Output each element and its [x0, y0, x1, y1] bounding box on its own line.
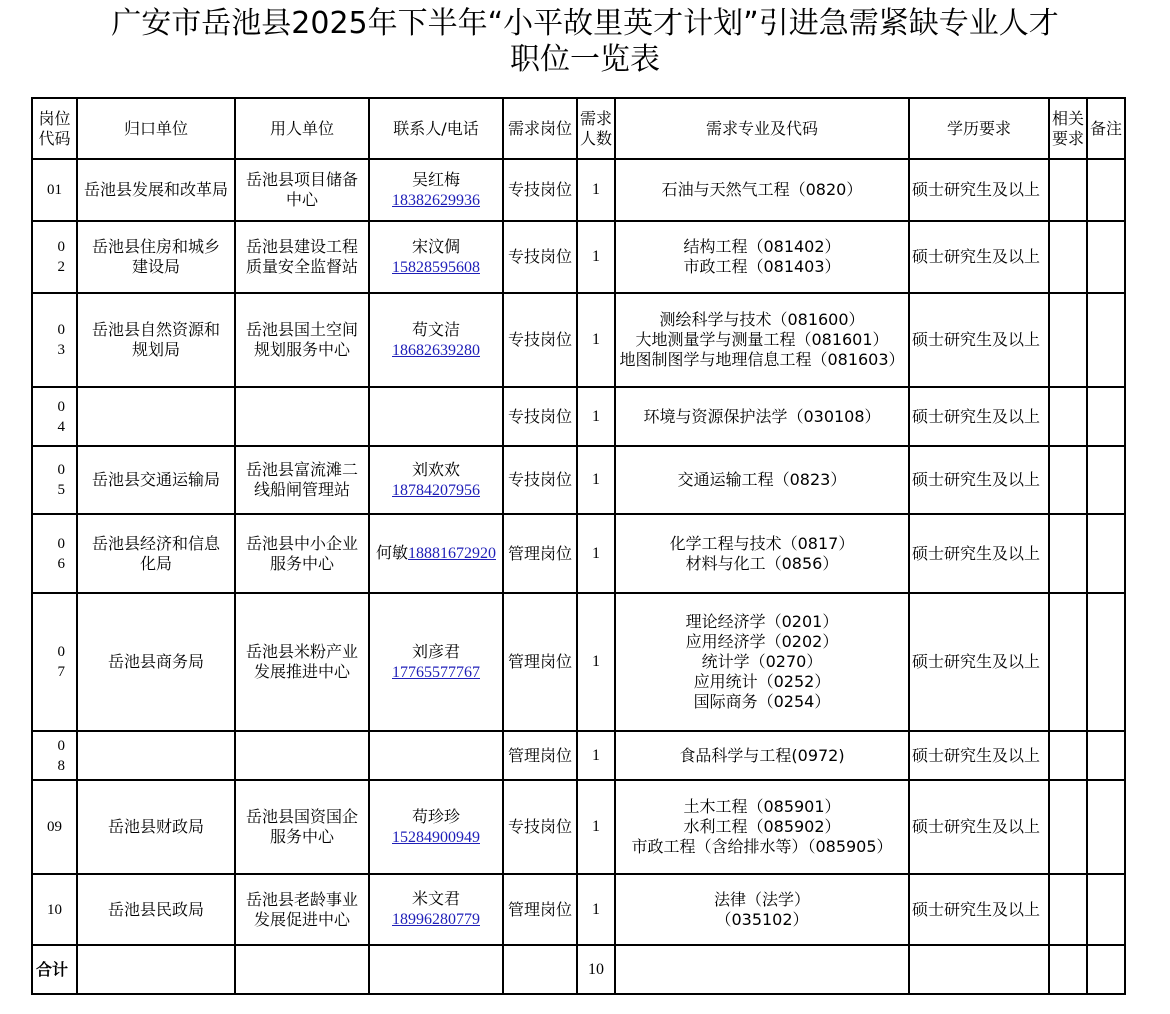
department: [77, 731, 235, 780]
contact-name: 宋汶倜: [411, 236, 460, 256]
department-line: 岳池县发展和改革局: [83, 180, 228, 199]
majors: [615, 446, 909, 514]
contact: [369, 780, 503, 874]
major-line: 水利工程（085902）: [683, 817, 841, 836]
department-line: 岳池县财政局: [107, 817, 204, 836]
post-type: 专技岗位: [503, 387, 577, 446]
post-type: 专技岗位: [503, 293, 577, 387]
department-line: 化局: [139, 553, 172, 573]
position-code-text: 08: [57, 737, 65, 774]
headcount: 1: [577, 221, 615, 293]
contact-name: 米文君: [411, 889, 460, 908]
education: 硕士研究生及以上: [909, 731, 1049, 780]
empty-cell: [1087, 945, 1125, 994]
header-employer: 用人单位: [235, 98, 369, 159]
position-code: [32, 159, 77, 221]
table-row: [32, 593, 1125, 731]
employer-line: 线船闸管理站: [253, 480, 350, 499]
education: 硕士研究生及以上: [909, 514, 1049, 593]
contact: [369, 874, 503, 945]
employer-line: 岳池县老龄事业: [245, 889, 358, 909]
contact: [369, 593, 503, 731]
header-related: 相关 要求: [1049, 98, 1087, 159]
majors: [615, 387, 909, 446]
headcount: 1: [577, 593, 615, 731]
employer: [235, 593, 369, 731]
header-majors: 需求专业及代码: [615, 98, 909, 159]
empty-cell: [77, 945, 235, 994]
education: 硕士研究生及以上: [909, 387, 1049, 446]
contact: [369, 387, 503, 446]
table-row: [32, 780, 1125, 874]
employer-line: 岳池县项目储备: [245, 170, 358, 189]
total-row: [32, 945, 1125, 994]
position-code-text: 03: [57, 322, 65, 358]
headcount: 1: [577, 874, 615, 945]
employer-line: 岳池县建设工程: [245, 237, 358, 256]
header-remark: 备注: [1087, 98, 1125, 159]
position-code: [32, 874, 77, 945]
employer: [235, 293, 369, 387]
major-line: 环境与资源保护法学（030108）: [643, 406, 881, 426]
header-education: 学历要求: [909, 98, 1049, 159]
headcount: 1: [577, 514, 615, 593]
majors: [615, 293, 909, 387]
employer: [235, 221, 369, 293]
department: [77, 221, 235, 293]
employer-line: 发展推进中心: [253, 662, 350, 681]
header-dept: 归口单位: [77, 98, 235, 159]
remark: [1087, 221, 1125, 293]
contact-name: 何敏: [375, 543, 408, 562]
employer-line: 服务中心: [269, 827, 334, 846]
related-requirement: [1049, 387, 1087, 446]
employer: [235, 874, 369, 945]
contact-name: 吴红梅: [411, 169, 460, 189]
table-row: [32, 514, 1125, 593]
empty-cell: [235, 945, 369, 994]
position-code-stack: [40, 642, 70, 682]
post-type: 管理岗位: [503, 593, 577, 731]
employer-line: 岳池县中小企业: [245, 533, 358, 553]
major-line: 理论经济学（0201）: [685, 612, 839, 631]
major-line: 材料与化工（0856）: [685, 553, 839, 573]
position-code-stack: [40, 237, 70, 277]
employer-line: 中心: [285, 190, 318, 209]
position-code: [32, 731, 77, 780]
education: 硕士研究生及以上: [909, 874, 1049, 945]
table-row: [32, 159, 1125, 221]
post-type: 管理岗位: [503, 874, 577, 945]
education: 硕士研究生及以上: [909, 159, 1049, 221]
position-code-text: 01: [47, 182, 62, 198]
post-type: 专技岗位: [503, 221, 577, 293]
headcount: 1: [577, 159, 615, 221]
major-line: 大地测量学与测量工程（081601）: [635, 330, 889, 349]
position-code-stack: [40, 736, 70, 776]
major-line: 市政工程（含给排水等）（085905）: [631, 837, 893, 856]
related-requirement: [1049, 514, 1087, 593]
empty-cell: [503, 945, 577, 994]
remark: [1087, 874, 1125, 945]
post-type: 管理岗位: [503, 514, 577, 593]
table-row: [32, 221, 1125, 293]
empty-cell: [909, 945, 1049, 994]
major-line: 化学工程与技术（0817）: [669, 533, 855, 553]
majors: [615, 514, 909, 593]
department-line: 岳池县交通运输局: [91, 470, 220, 489]
contact: [369, 221, 503, 293]
position-code-text: 09: [47, 819, 62, 835]
phone-link[interactable]: 15828595608: [392, 258, 480, 276]
contact: [369, 731, 503, 780]
employer: [235, 780, 369, 874]
related-requirement: [1049, 780, 1087, 874]
related-requirement: [1049, 293, 1087, 387]
table-row: [32, 446, 1125, 514]
position-code: [32, 514, 77, 593]
major-line: 国际商务（0254）: [693, 692, 831, 711]
majors: [615, 874, 909, 945]
phone-link[interactable]: 17765577767: [392, 663, 480, 681]
major-line: 石油与天然气工程（0820）: [661, 180, 863, 199]
education: 硕士研究生及以上: [909, 446, 1049, 514]
position-code: [32, 293, 77, 387]
position-code-text: 06: [57, 535, 65, 572]
education: 硕士研究生及以上: [909, 593, 1049, 731]
remark: [1087, 514, 1125, 593]
post-type: 管理岗位: [503, 731, 577, 780]
employer-line: 岳池县米粉产业: [245, 642, 358, 661]
major-line: 地图制图学与地理信息工程（081603）: [619, 350, 905, 369]
related-requirement: [1049, 446, 1087, 514]
position-code: [32, 780, 77, 874]
major-line: 食品科学与工程(0972): [679, 745, 845, 765]
phone-link[interactable]: 18996280779: [392, 911, 480, 928]
major-line: 交通运输工程（0823）: [677, 470, 847, 489]
department-line: 岳池县住房和城乡: [91, 237, 220, 256]
contact: [369, 293, 503, 387]
position-code-stack: [40, 320, 70, 360]
position-code: [32, 221, 77, 293]
phone-link[interactable]: 18682639280: [392, 341, 480, 359]
education: 硕士研究生及以上: [909, 780, 1049, 874]
position-code-stack: [40, 460, 70, 500]
position-code-text: 07: [57, 644, 65, 680]
remark: [1087, 159, 1125, 221]
education: 硕士研究生及以上: [909, 221, 1049, 293]
employer: [235, 731, 369, 780]
employer-line: 服务中心: [269, 553, 334, 573]
post-type: 专技岗位: [503, 159, 577, 221]
related-requirement: [1049, 874, 1087, 945]
department-line: 岳池县经济和信息: [91, 533, 220, 553]
position-code-text: 02: [57, 239, 65, 275]
major-line: 应用经济学（0202）: [685, 632, 839, 651]
department: [77, 593, 235, 731]
department-line: 岳池县自然资源和: [91, 320, 220, 339]
major-line: 市政工程（081403）: [683, 257, 841, 276]
position-code-text: 05: [57, 462, 65, 498]
total-count: 10: [577, 945, 615, 994]
majors: [615, 593, 909, 731]
header-count: 需求 人数: [577, 98, 615, 159]
major-line: 结构工程（081402）: [683, 237, 841, 256]
position-code-text: 10: [47, 901, 62, 918]
major-line: 应用统计（0252）: [693, 672, 831, 691]
headcount: 1: [577, 780, 615, 874]
page-subtitle: 职位一览表: [510, 42, 660, 77]
headcount: 1: [577, 731, 615, 780]
major-line: 统计学（0270）: [701, 652, 823, 671]
remark: [1087, 731, 1125, 780]
department-line: 建设局: [131, 257, 180, 276]
contact-name: 苟珍珍: [411, 806, 460, 826]
table-row: [32, 293, 1125, 387]
headcount: 1: [577, 446, 615, 514]
position-code: [32, 593, 77, 731]
employer-line: 发展促进中心: [253, 909, 350, 929]
education: 硕士研究生及以上: [909, 293, 1049, 387]
contact: [369, 159, 503, 221]
department: [77, 293, 235, 387]
major-line: 测绘科学与技术（081600）: [659, 310, 865, 329]
remark: [1087, 293, 1125, 387]
contact: [369, 446, 503, 514]
contact-name: 刘欢欢: [411, 459, 460, 479]
table-row: [32, 387, 1125, 446]
department: [77, 780, 235, 874]
position-code: [32, 387, 77, 446]
majors: [615, 159, 909, 221]
majors: [615, 221, 909, 293]
major-line: 土木工程（085901）: [683, 797, 841, 816]
employer-line: 岳池县富流滩二: [245, 460, 358, 479]
position-code: [32, 446, 77, 514]
major-line: 法律（法学）: [713, 889, 810, 909]
remark: [1087, 446, 1125, 514]
department-line: 规划局: [131, 340, 180, 359]
post-type: 专技岗位: [503, 780, 577, 874]
phone-link[interactable]: 18881672920: [408, 545, 496, 562]
position-code-stack: [40, 397, 70, 437]
header-contact: 联系人/电话: [369, 98, 503, 159]
table-header-row: [32, 98, 1125, 159]
related-requirement: [1049, 731, 1087, 780]
empty-cell: [1049, 945, 1087, 994]
majors: [615, 780, 909, 874]
phone-link[interactable]: 15284900949: [392, 828, 480, 846]
table-row: [32, 731, 1125, 780]
contact-name: 苟文洁: [411, 319, 460, 339]
header-post: 需求岗位: [503, 98, 577, 159]
related-requirement: [1049, 593, 1087, 731]
position-code-stack: [40, 534, 70, 574]
employer-line: 岳池县国资国企: [245, 807, 358, 826]
department: [77, 446, 235, 514]
major-line: （035102）: [715, 909, 809, 929]
employer: [235, 387, 369, 446]
headcount: 1: [577, 387, 615, 446]
phone-link[interactable]: 18382629936: [392, 191, 480, 209]
contact-name: 刘彦君: [411, 641, 460, 661]
department: [77, 874, 235, 945]
department: [77, 159, 235, 221]
post-type: 专技岗位: [503, 446, 577, 514]
position-code-text: 04: [57, 398, 65, 435]
department-line: 岳池县民政局: [107, 899, 204, 919]
empty-cell: [615, 945, 909, 994]
page-title: 广安市岳池县2025年下半年“小平故里英才计划”引进急需紧缺专业人才: [111, 6, 1059, 41]
positions-table: [31, 97, 1126, 995]
department: [77, 387, 235, 446]
table-row: [32, 874, 1125, 945]
majors: [615, 731, 909, 780]
phone-link[interactable]: 18784207956: [392, 481, 480, 499]
employer-line: 质量安全监督站: [245, 257, 358, 276]
employer: [235, 446, 369, 514]
header-code: 岗位 代码: [32, 98, 77, 159]
headcount: 1: [577, 293, 615, 387]
department-line: 岳池县商务局: [107, 652, 204, 671]
related-requirement: [1049, 221, 1087, 293]
employer: [235, 159, 369, 221]
contact: [369, 514, 503, 593]
related-requirement: [1049, 159, 1087, 221]
employer: [235, 514, 369, 593]
employer-line: 岳池县国土空间: [245, 320, 358, 339]
empty-cell: [369, 945, 503, 994]
total-label: 合计: [32, 945, 77, 994]
employer-line: 规划服务中心: [253, 340, 350, 359]
department: [77, 514, 235, 593]
remark: [1087, 593, 1125, 731]
remark: [1087, 780, 1125, 874]
remark: [1087, 387, 1125, 446]
